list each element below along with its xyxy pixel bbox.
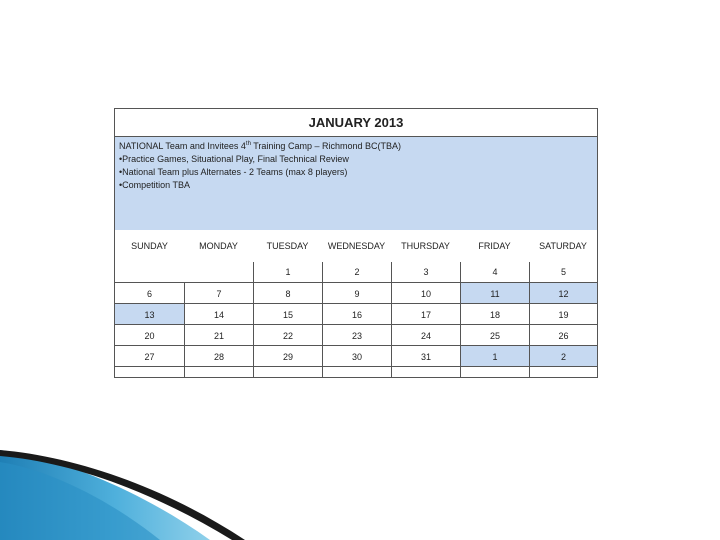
day-cell [184, 262, 253, 282]
week-row [115, 262, 597, 282]
event-title-suffix: Training Camp – Richmond BC(TBA) [250, 141, 401, 151]
day-cell: 28 [184, 346, 253, 367]
day-cell: 10 [391, 283, 460, 304]
day-cell: 11 [460, 283, 529, 304]
weekday-header-row [115, 230, 597, 262]
calendar-grid [115, 230, 597, 377]
day-cell [391, 367, 460, 378]
calendar [114, 108, 598, 378]
weekday-friday: FRIDAY [478, 241, 511, 251]
day-cell: 21 [184, 325, 253, 346]
day-cell: 2 [322, 262, 391, 282]
event-bullet: •Practice Games, Situational Play, Final Technical Review [119, 154, 349, 164]
day-cell: 3 [391, 262, 460, 282]
day-cell: 8 [253, 283, 322, 304]
weekday-tuesday: TUESDAY [266, 241, 309, 251]
week-row [115, 303, 597, 325]
calendar-title: JANUARY 2013 [115, 109, 597, 137]
day-cell: 25 [460, 325, 529, 346]
day-cell: 29 [253, 346, 322, 367]
day-cell [184, 367, 253, 378]
day-cell: 4 [460, 262, 529, 282]
day-cell: 20 [144, 330, 155, 341]
day-cell: 22 [253, 325, 322, 346]
day-cell: 7 [184, 283, 253, 304]
day-cell: 18 [460, 304, 529, 325]
day-cell [529, 367, 597, 378]
day-cell: 26 [529, 325, 597, 346]
day-cell: 9 [322, 283, 391, 304]
event-notes [115, 137, 597, 230]
event-title-prefix: NATIONAL Team and Invitees 4 [119, 141, 246, 151]
day-cell [253, 367, 322, 378]
day-cell: 12 [529, 283, 597, 304]
decorative-swoosh [0, 450, 300, 540]
week-row [115, 282, 597, 304]
week-row [115, 345, 597, 367]
event-bullet: •National Team plus Alternates - 2 Teams (max 8 players) [119, 167, 348, 177]
day-cell: 16 [322, 304, 391, 325]
week-row [115, 366, 597, 378]
event-bullet: •Competition TBA [119, 180, 191, 190]
weekday-saturday: SATURDAY [539, 241, 587, 251]
day-cell: 13 [115, 304, 184, 325]
day-cell: 24 [391, 325, 460, 346]
event-title [119, 140, 593, 153]
day-cell: 5 [529, 262, 597, 282]
day-cell: 27 [144, 351, 155, 362]
event-title-sup: th [245, 141, 251, 147]
day-cell: 1 [460, 346, 529, 367]
day-cell: 19 [529, 304, 597, 325]
day-cell: 17 [391, 304, 460, 325]
weekday-monday: MONDAY [199, 241, 238, 251]
day-cell [115, 262, 184, 282]
day-cell [322, 367, 391, 378]
weekday-sunday: SUNDAY [131, 241, 168, 251]
day-cell: 2 [529, 346, 597, 367]
weekday-thursday: THURSDAY [401, 241, 450, 251]
day-cell [115, 367, 184, 378]
day-cell: 14 [184, 304, 253, 325]
day-cell: 1 [253, 262, 322, 282]
day-cell: 15 [253, 304, 322, 325]
weekday-wednesday: WEDNESDAY [327, 241, 386, 251]
day-cell: 6 [146, 288, 152, 299]
week-row [115, 324, 597, 346]
day-cell: 23 [322, 325, 391, 346]
day-cell [460, 367, 529, 378]
day-cell: 30 [322, 346, 391, 367]
day-cell: 31 [391, 346, 460, 367]
